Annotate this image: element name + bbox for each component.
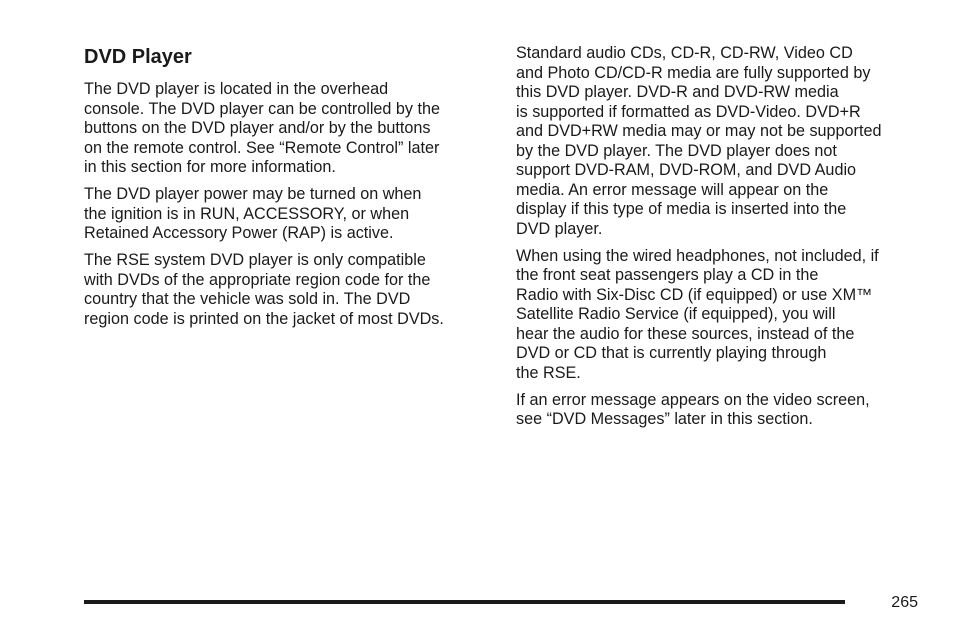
paragraph-power (84, 185, 486, 244)
text-line: is supported if formatted as DVD-Video. DVD+R (516, 102, 861, 121)
text-line: with DVDs of the appropriate region code for the (84, 270, 431, 289)
text-line: The DVD player is located in the overhead (84, 80, 389, 98)
section-heading: DVD Player (84, 46, 192, 68)
text-line: and Photo CD/CD-R media are fully supported by (516, 63, 871, 82)
right-column (516, 44, 920, 437)
text-line: in this section for more information. (84, 158, 336, 176)
text-line: The DVD player power may be turned on when (84, 185, 422, 203)
text-line: media. An error message will appear on the (516, 180, 829, 199)
text-line: If an error message appears on the video screen, (516, 390, 870, 409)
text-line: the front seat passengers play a CD in the (516, 266, 819, 284)
text-line: country that the vehicle was sold in. The DVD (84, 290, 411, 308)
text-line: the RSE. (516, 363, 581, 382)
text-line: DVD or CD that is currently playing through (516, 344, 827, 362)
text-line: display if this type of media is inserted into the (516, 200, 847, 218)
paragraph-region-code (84, 251, 486, 329)
text-line: the ignition is in RUN, ACCESSORY, or when (84, 204, 410, 223)
text-line: buttons on the DVD player and/or by the buttons (84, 119, 431, 137)
text-line: support DVD-RAM, DVD-ROM, and DVD Audio (516, 161, 857, 179)
footer-rule (84, 600, 845, 604)
paragraph-headphones (516, 247, 920, 384)
text-line: Standard audio CDs, CD-R, CD-RW, Video CD (516, 44, 853, 62)
text-line: Radio with Six-Disc CD (if equipped) or use XM™ (516, 285, 873, 304)
paragraph-error-message (516, 391, 920, 430)
text-line: this DVD player. DVD-R and DVD-RW media (516, 83, 839, 101)
text-line: hear the audio for these sources, instead of the (516, 324, 855, 343)
text-line: and DVD+RW media may or may not be supported (516, 122, 882, 140)
text-line: console. The DVD player can be controlled by the (84, 99, 441, 118)
text-line: When using the wired headphones, not included, if (516, 246, 879, 265)
page-number: 265 (891, 594, 918, 611)
paragraph-location (84, 80, 486, 178)
text-line: by the DVD player. The DVD player does not (516, 141, 837, 160)
text-line: The RSE system DVD player is only compatible (84, 251, 426, 269)
text-line: Satellite Radio Service (if equipped), you will (516, 305, 836, 323)
text-line: on the remote control. See “Remote Control” later (84, 138, 440, 157)
text-line: DVD player. (516, 219, 603, 238)
left-column (84, 44, 486, 337)
text-line: Retained Accessory Power (RAP) is active. (84, 224, 394, 242)
text-line: region code is printed on the jacket of most DVDs. (84, 309, 444, 328)
text-line: see “DVD Messages” later in this section. (516, 410, 813, 428)
paragraph-supported-media (516, 44, 920, 239)
